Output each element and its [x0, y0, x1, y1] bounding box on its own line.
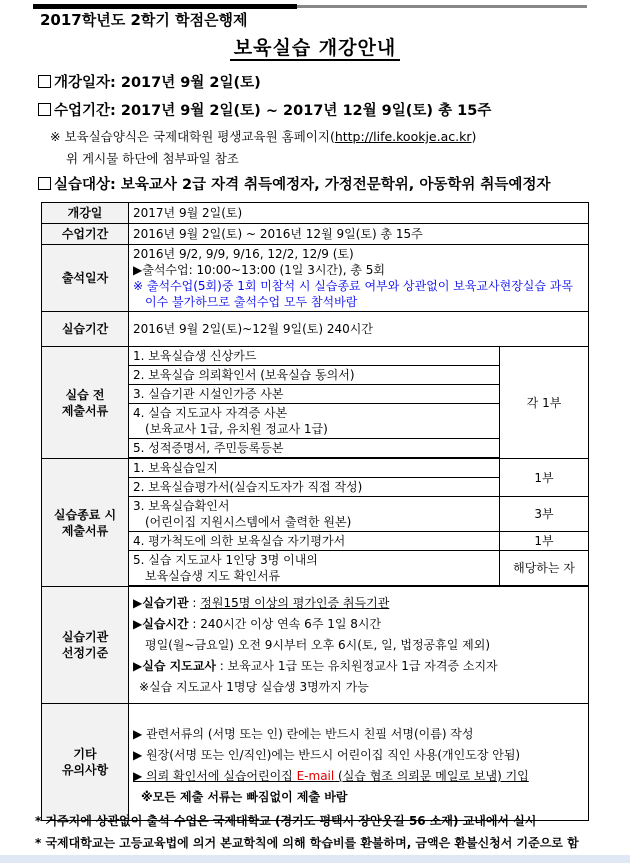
note-suffix: )	[471, 129, 477, 144]
table-row	[42, 245, 589, 312]
doc-line: 5. 실습 지도교사 1인당 3명 이내의	[133, 553, 318, 567]
row-label: 출석일자	[42, 245, 129, 312]
page-title	[0, 33, 630, 60]
criteria-line: ※실습 지도교사 1명당 실습생 3명까지 가능	[139, 679, 369, 694]
title-text: 보육실습 개강안내	[230, 37, 400, 61]
label-line: 유의사항	[61, 763, 109, 777]
criteria-text: 정원15명 이상의 평가인증 취득기관	[200, 595, 390, 610]
row-label	[42, 587, 129, 704]
notes-cell	[129, 704, 589, 821]
table-row	[42, 587, 589, 704]
doc-count: 각 1부	[500, 347, 589, 459]
criteria-head: ▶실습 지도교사	[133, 658, 216, 673]
attendance-warning-2: 이수 불가하므로 출석수업 모두 참석바람	[145, 295, 358, 309]
label-line: 제출서류	[61, 403, 109, 418]
target-text: 실습대상: 보육교사 2급 자격 취득예정자, 가정전문학위, 아동학위 취득예정자	[54, 177, 551, 193]
criteria-cell	[129, 587, 589, 704]
footer-note-1: * 거주지에 상관없이 출석 수업은 국제대학교 (경기도 평택시 장안웃길 56 소재) 교내에서 실시	[35, 814, 537, 828]
attendance-warning: ※ 출석수업(5회)중 1회 미참석 시 실습종료 여부와 상관없이 보육교사현장실습 과목	[133, 279, 573, 293]
homepage-link[interactable]: http://life.kookje.ac.kr	[334, 129, 472, 144]
doc-line: 보육실습생 지도 확인서류	[145, 569, 281, 583]
attendance-hours: ▶출석수업: 10:00~13:00 (1일 3시간), 총 5회	[133, 263, 385, 277]
label-line: 실습종료 시	[53, 507, 117, 522]
criteria-line	[133, 614, 584, 635]
doc-line: (어린이집 지원시스템에서 출력한 원본)	[145, 515, 352, 529]
label-line: 제출서류	[61, 523, 109, 538]
criteria-text: : 240시간 이상 연속 6주 1일 8시간	[188, 616, 382, 631]
doc-item: 2. 보육실습평가서(실습지도자가 직접 작성)	[129, 478, 500, 497]
attendance-dates: 2016년 9/2, 9/9, 9/16, 12/2, 12/9 (토)	[133, 247, 354, 261]
row-label	[42, 704, 129, 821]
period-line	[38, 99, 491, 120]
label-line: 기타	[73, 747, 97, 761]
doc-line: 4. 실습 지도교사 자격증 사본	[133, 406, 288, 420]
row-label: 수업기간	[42, 224, 129, 245]
notes-text: (실습 협조 의뢰문 메일로 보냄) 기입	[334, 768, 529, 783]
criteria-head: ▶실습기관	[133, 595, 189, 610]
email-text: E-mail	[296, 768, 335, 783]
target-line	[38, 173, 550, 194]
criteria-sep: :	[188, 595, 201, 610]
note-prefix: ※ 보육실습양식은 국제대학원 평생교육원 홈페이지(	[50, 129, 335, 144]
top-rule-light	[297, 5, 587, 8]
row-label	[42, 347, 129, 459]
doc-item: 5. 성적증명서, 주민등록등본	[129, 439, 500, 458]
table-row	[42, 312, 589, 347]
criteria-line: 평일(월~금요일) 오전 9시부터 오후 6시(토, 일, 법정공휴일 제외)	[145, 637, 490, 652]
doc-item: 3. 실습기관 시설인가증 사본	[129, 385, 500, 404]
period-text: 수업기간: 2017년 9월 2일(토) ~ 2017년 12월 9일(토) 총 15주	[54, 103, 492, 119]
info-table	[41, 202, 589, 821]
start-date-line	[38, 71, 261, 92]
notes-text: ▶ 의뢰 확인서에 실습어린이집	[133, 768, 297, 783]
attendance-cell	[129, 245, 589, 312]
doc-count: 3부	[500, 497, 589, 532]
table-row	[42, 459, 589, 478]
checkbox-icon	[38, 75, 51, 88]
doc-count: 해당하는 자	[500, 551, 589, 586]
program-header: 2017학년도 2학기 학점은행제	[40, 11, 248, 29]
bottom-band	[0, 855, 630, 863]
row-label	[42, 459, 129, 587]
criteria-text: : 보육교사 1급 또는 유치원정교사 1급 자격증 소지자	[215, 658, 498, 673]
form-note	[50, 127, 476, 145]
notes-line: ※모든 제출 서류는 빠짐없이 제출 바람	[141, 789, 348, 804]
footer-note-2: * 국제대학교는 고등교육법에 의거 본교학칙에 의해 학습비를 환불하며, 금액은 환불신청서 기준으로 함	[35, 836, 579, 850]
doc-item: 2. 보육실습 의뢰확인서 (보육실습 동의서)	[129, 366, 500, 385]
doc-count: 1부	[500, 532, 589, 551]
doc-item	[129, 404, 500, 439]
doc-item: 1. 보육실습생 신상카드	[129, 347, 500, 366]
checkbox-icon	[38, 103, 51, 116]
start-date-text: 개강일자: 2017년 9월 2일(토)	[54, 75, 261, 91]
row-label: 개강일	[42, 203, 129, 224]
row-label: 실습기간	[42, 312, 129, 347]
notes-line: ▶ 원장(서명 또는 인/직인)에는 반드시 어린이집 직인 사용(개인도장 안됨)	[133, 747, 521, 762]
criteria-head: ▶실습시간	[133, 616, 189, 631]
form-note-2: 위 게시물 하단에 첨부파일 참조	[66, 151, 239, 166]
table-row	[42, 203, 589, 224]
checkbox-icon	[38, 177, 51, 190]
notes-line	[133, 766, 584, 787]
label-line: 선정기준	[61, 646, 109, 660]
table-row	[42, 224, 589, 245]
criteria-line	[133, 656, 584, 677]
table-row	[42, 347, 589, 366]
doc-item	[129, 551, 500, 586]
doc-item: 1. 보육실습일지	[129, 459, 500, 478]
notes-line: ▶ 관련서류의 (서명 또는 인) 란에는 반드시 친필 서명(이름) 작성	[133, 726, 474, 741]
criteria-line	[133, 593, 584, 614]
doc-item: 4. 평가척도에 의한 보육실습 자기평가서	[129, 532, 500, 551]
doc-line: 3. 보육실습확인서	[133, 499, 230, 513]
label-line: 실습 전	[65, 387, 105, 402]
row-value: 2017년 9월 2일(토)	[129, 203, 589, 224]
table-row	[42, 704, 589, 821]
doc-item	[129, 497, 500, 532]
row-value: 2016년 9월 2일(토)~12월 9일(토) 240시간	[129, 312, 589, 347]
doc-line: (보육교사 1급, 유치원 정교사 1급)	[145, 422, 328, 436]
row-value: 2016년 9월 2일(토) ~ 2016년 12월 9일(토) 총 15주	[129, 224, 589, 245]
label-line: 실습기관	[61, 630, 109, 644]
doc-count: 1부	[500, 459, 589, 497]
